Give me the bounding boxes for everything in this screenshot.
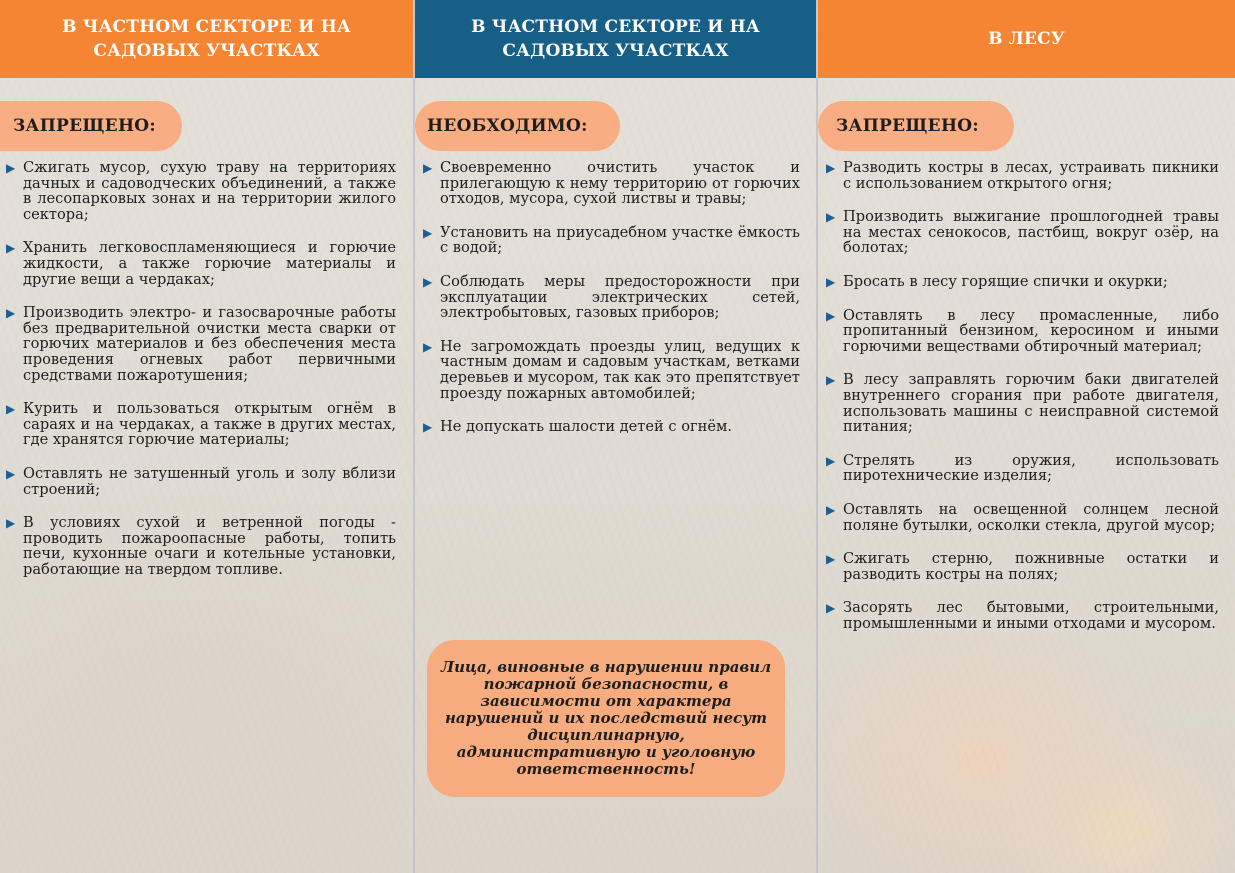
list-item: ▶ Курить и пользоваться открытым огнём в сараях и на чердаках, а также в других местах, где хранятся горючие материалы; [6, 400, 396, 449]
section-label-prohibited: ЗАПРЕЩЕНО: [818, 101, 1014, 151]
column-header: В ЛЕСУ [818, 0, 1235, 78]
section-label-required: НЕОБХОДИМО: [415, 101, 620, 151]
list-item: ▶ Производить выжигание прошлогодней травы на местах сенокосов, пастбищ, вокруг озёр, на болотах; [826, 208, 1219, 257]
triangle-right-icon: ▶ [826, 308, 836, 323]
list-item: ▶ Не допускать шалости детей с огнём. [423, 418, 732, 436]
list-item: ▶ Сжигать стерню, пожнивные остатки и разводить костры на полях; [826, 550, 1219, 583]
list-item: ▶ Не загромождать проезды улиц, ведущих к частным домам и садовым участкам, ветками деревьев и мусором, так как это препятствует проезду пожарных автомобилей; [423, 337, 800, 402]
list-item: ▶ Сжигать мусор, сухую траву на территориях дачных и садоводческих объединений, а также в лесопарковых зонах и на территории жилого сектора; [6, 159, 396, 223]
triangle-right-icon: ▶ [423, 225, 433, 240]
liability-notice: Лица, виновные в нарушении правил пожарной безопасности, в зависимости от характера нарушений и их последствий несут дисциплинарную, административную и уголовную ответственность! [427, 640, 785, 797]
triangle-right-icon: ▶ [826, 274, 836, 289]
triangle-right-icon: ▶ [826, 210, 836, 225]
triangle-right-icon: ▶ [826, 453, 836, 468]
list-item: ▶ Стрелять из оружия, использовать пиротехнические изделия; [826, 451, 1219, 485]
list-item: ▶ Соблюдать меры предосторожности при эксплуатации электрических сетей, электробытовых, газовых приборов; [423, 272, 800, 322]
column-header: В ЧАСТНОМ СЕКТОРЕ И НА САДОВЫХ УЧАСТКАХ [0, 0, 413, 78]
triangle-right-icon: ▶ [826, 373, 836, 388]
triangle-right-icon: ▶ [423, 339, 433, 354]
list-item: ▶ Разводить костры в лесах, устраивать пикники с использованием открытого огня; [826, 159, 1219, 192]
list-item: ▶ Оставлять не затушенный уголь и золу вблизи строений; [6, 464, 396, 498]
list-item: ▶ В условиях сухой и ветренной погоды - проводить пожароопасные работы, топить печи, кухонные очаги и котельные установки, работающие на твердом топливе. [6, 514, 396, 578]
list-item: ▶ Бросать в лесу горящие спички и окурки; [826, 272, 1168, 290]
column-forest-prohibited [818, 0, 1235, 873]
rule-list [826, 160, 1219, 649]
triangle-right-icon: ▶ [423, 161, 433, 175]
rule-list [6, 160, 396, 595]
list-item: ▶ В лесу заправлять горючим баки двигателей внутреннего сгорания при работе двигателя, использовать машины с неисправной системой питания; [826, 371, 1219, 436]
triangle-right-icon: ▶ [6, 516, 16, 531]
column-private-sector-prohibited [0, 0, 413, 873]
triangle-right-icon: ▶ [423, 274, 433, 289]
triangle-right-icon: ▶ [826, 552, 836, 567]
section-label-prohibited: ЗАПРЕЩЕНО: [0, 101, 182, 151]
list-item: ▶ Оставлять на освещенной солнцем лесной поляне бутылки, осколки стекла, другой мусор; [826, 500, 1219, 534]
list-item: ▶ Засорять лес бытовыми, строительными, промышленными и иными отходами и мусором. [826, 599, 1219, 632]
triangle-right-icon: ▶ [423, 420, 433, 435]
list-item: ▶ Производить электро- и газосварочные работы без предварительной очистки места сварки от горючих материалов и без обеспечения места проведения огневых работ первичными средствами пожаротушения; [6, 304, 396, 384]
column-header: В ЧАСТНОМ СЕКТОРЕ И НА САДОВЫХ УЧАСТКАХ [415, 0, 816, 78]
column-private-sector-required [415, 0, 816, 873]
list-item: ▶ Своевременно очистить участок и прилегающую к нему территорию от горючих отходов, мусора, сухой листвы и травы; [423, 159, 800, 208]
triangle-right-icon: ▶ [6, 466, 16, 481]
triangle-right-icon: ▶ [6, 306, 16, 321]
list-item: ▶ Оставлять в лесу промасленные, либо пропитанный бензином, керосином и иными горючими веществами обтирочный материал; [826, 306, 1219, 355]
triangle-right-icon: ▶ [826, 161, 836, 175]
triangle-right-icon: ▶ [826, 502, 836, 517]
list-item: ▶ Установить на приусадебном участке ёмкость с водой; [423, 223, 800, 257]
triangle-right-icon: ▶ [6, 241, 16, 256]
list-item: ▶ Хранить легковоспламеняющиеся и горючие жидкости, а также горючие материалы и другие вещи а чердаках; [6, 239, 396, 288]
triangle-right-icon: ▶ [6, 161, 16, 175]
triangle-right-icon: ▶ [6, 402, 16, 417]
triangle-right-icon: ▶ [826, 601, 836, 616]
rule-list [423, 160, 800, 453]
